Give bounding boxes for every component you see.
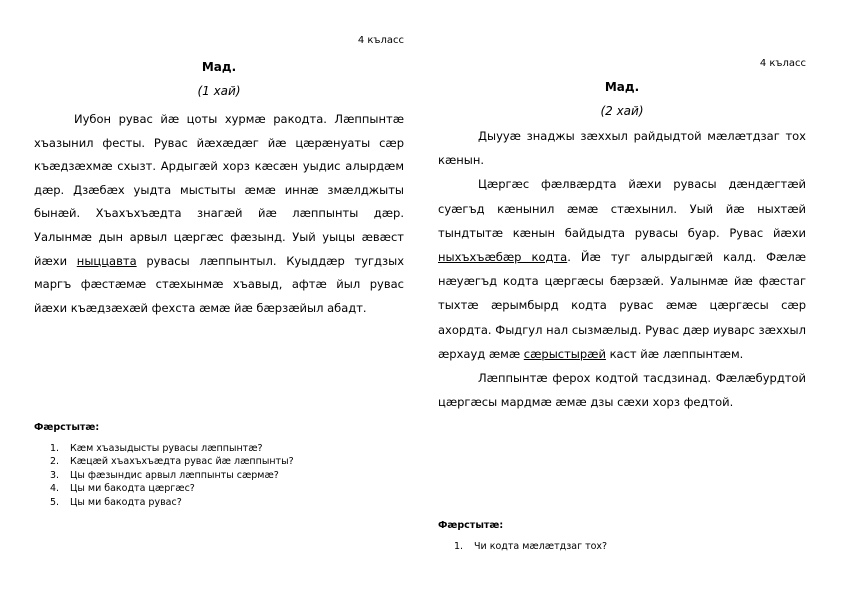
question-text: Чи кодта мæлæтдзаг тох? — [474, 541, 608, 552]
question-number: 5. — [50, 496, 60, 508]
questions-heading: Фæрстытæ: — [438, 520, 504, 531]
underlined-word: ныхъхъæбæр кодта — [438, 250, 568, 265]
question-text: Кæцæй хъахъхъæдта рувас йæ лæппынты? — [70, 456, 294, 468]
story-title: Мад. — [604, 80, 640, 94]
question-item — [50, 469, 294, 482]
question-item — [50, 442, 294, 455]
story-title: Мад. — [201, 60, 237, 74]
question-item — [50, 455, 294, 468]
underlined-word: сæрыстырæй — [523, 346, 606, 361]
paragraph — [34, 108, 404, 320]
question-text: Цы ми бакодта цæргæс? — [70, 483, 195, 495]
text-run: Цæргæс фæлвæрдта йæхи рувасы дæндæгтæй суæгъд кæнынил æмæ стæхынил. Уый йæ ныхтæй тындтытæ кæнын байдыдта рувасы буар. Рувас йæхи — [438, 177, 806, 240]
question-number: 3. — [50, 469, 60, 481]
paragraph: Лæппынтæ ферох кодтой тасдзинад. Фæлæбурдтой цæргæсы мардмæ æмæ дзы сæхи хорз федтой. — [438, 371, 806, 410]
story-part: (1 хай) — [197, 84, 241, 98]
question-text: Кæм хъазыдысты рувасы лæппынтæ? — [70, 443, 263, 454]
text-run: рувасы лæппынтыл. Куыддæр тугдзых маргъ фæстæмæ стæхынмæ хъавыд, афтæ йыл рувас йæхи къæдзæхæй фехста æмæ йæ бæрзæйыл абадт. — [34, 253, 405, 315]
paragraph — [438, 172, 806, 366]
story-text — [34, 108, 404, 320]
question-item — [50, 482, 294, 495]
text-run: каст йæ лæппынтæм. — [605, 346, 744, 361]
question-number: 4. — [50, 483, 60, 495]
question-number: 1. — [50, 443, 60, 454]
story-part: (2 хай) — [600, 104, 644, 118]
question-number: 1. — [454, 541, 464, 552]
question-item — [50, 496, 294, 509]
grade-label: 4 къласс — [759, 58, 806, 69]
question-text: Цы фæзындис арвыл лæппынты сæрмæ? — [70, 469, 279, 481]
questions-list — [454, 540, 607, 553]
paragraph: Дыууæ знаджы зæххыл райдыдтой мæлæтдзаг тох кæнын. — [438, 129, 806, 168]
questions-heading: Фæрстытæ: — [34, 422, 100, 433]
question-item — [454, 540, 607, 553]
question-text: Цы ми бакодта рувас? — [70, 496, 182, 508]
text-run: . Йæ туг алырдыгæй калд. Фæлæ нæуæгъд кодта цæргæсы бæрзæй. Уалынмæ йæ фæстаг тыхтæ æрымбырд кодта рувас æмæ цæргæсы сæр ахордта. Фыдгул нал сызмæлыд. Рувас дæр иуварс зæххыл æрхауд æмæ — [438, 250, 806, 361]
text-run: Иубон рувас йæ цоты хурмæ ракодта. Лæппынтæ хъазынил фесты. Рувас йæхæдæг йæ цæрæнуаты сæр къæдзæхмæ схызт. Ардыгæй хорз кæсæн уыдис алырдæм дæр. Дзæбæх уыдта мыстыты æмæ иннæ змæлджыты бынæй. Хъахъхъæдта знагæй йæ лæппынты дæр. Уалынмæ дын арвыл цæргæс фæзынд. Уый уыцы æвæст йæхи — [34, 112, 404, 268]
underlined-word: ныццавта — [76, 253, 137, 268]
question-number: 2. — [50, 456, 60, 468]
grade-label: 4 къласс — [357, 35, 404, 46]
story-text — [438, 124, 806, 414]
questions-list — [50, 442, 294, 509]
